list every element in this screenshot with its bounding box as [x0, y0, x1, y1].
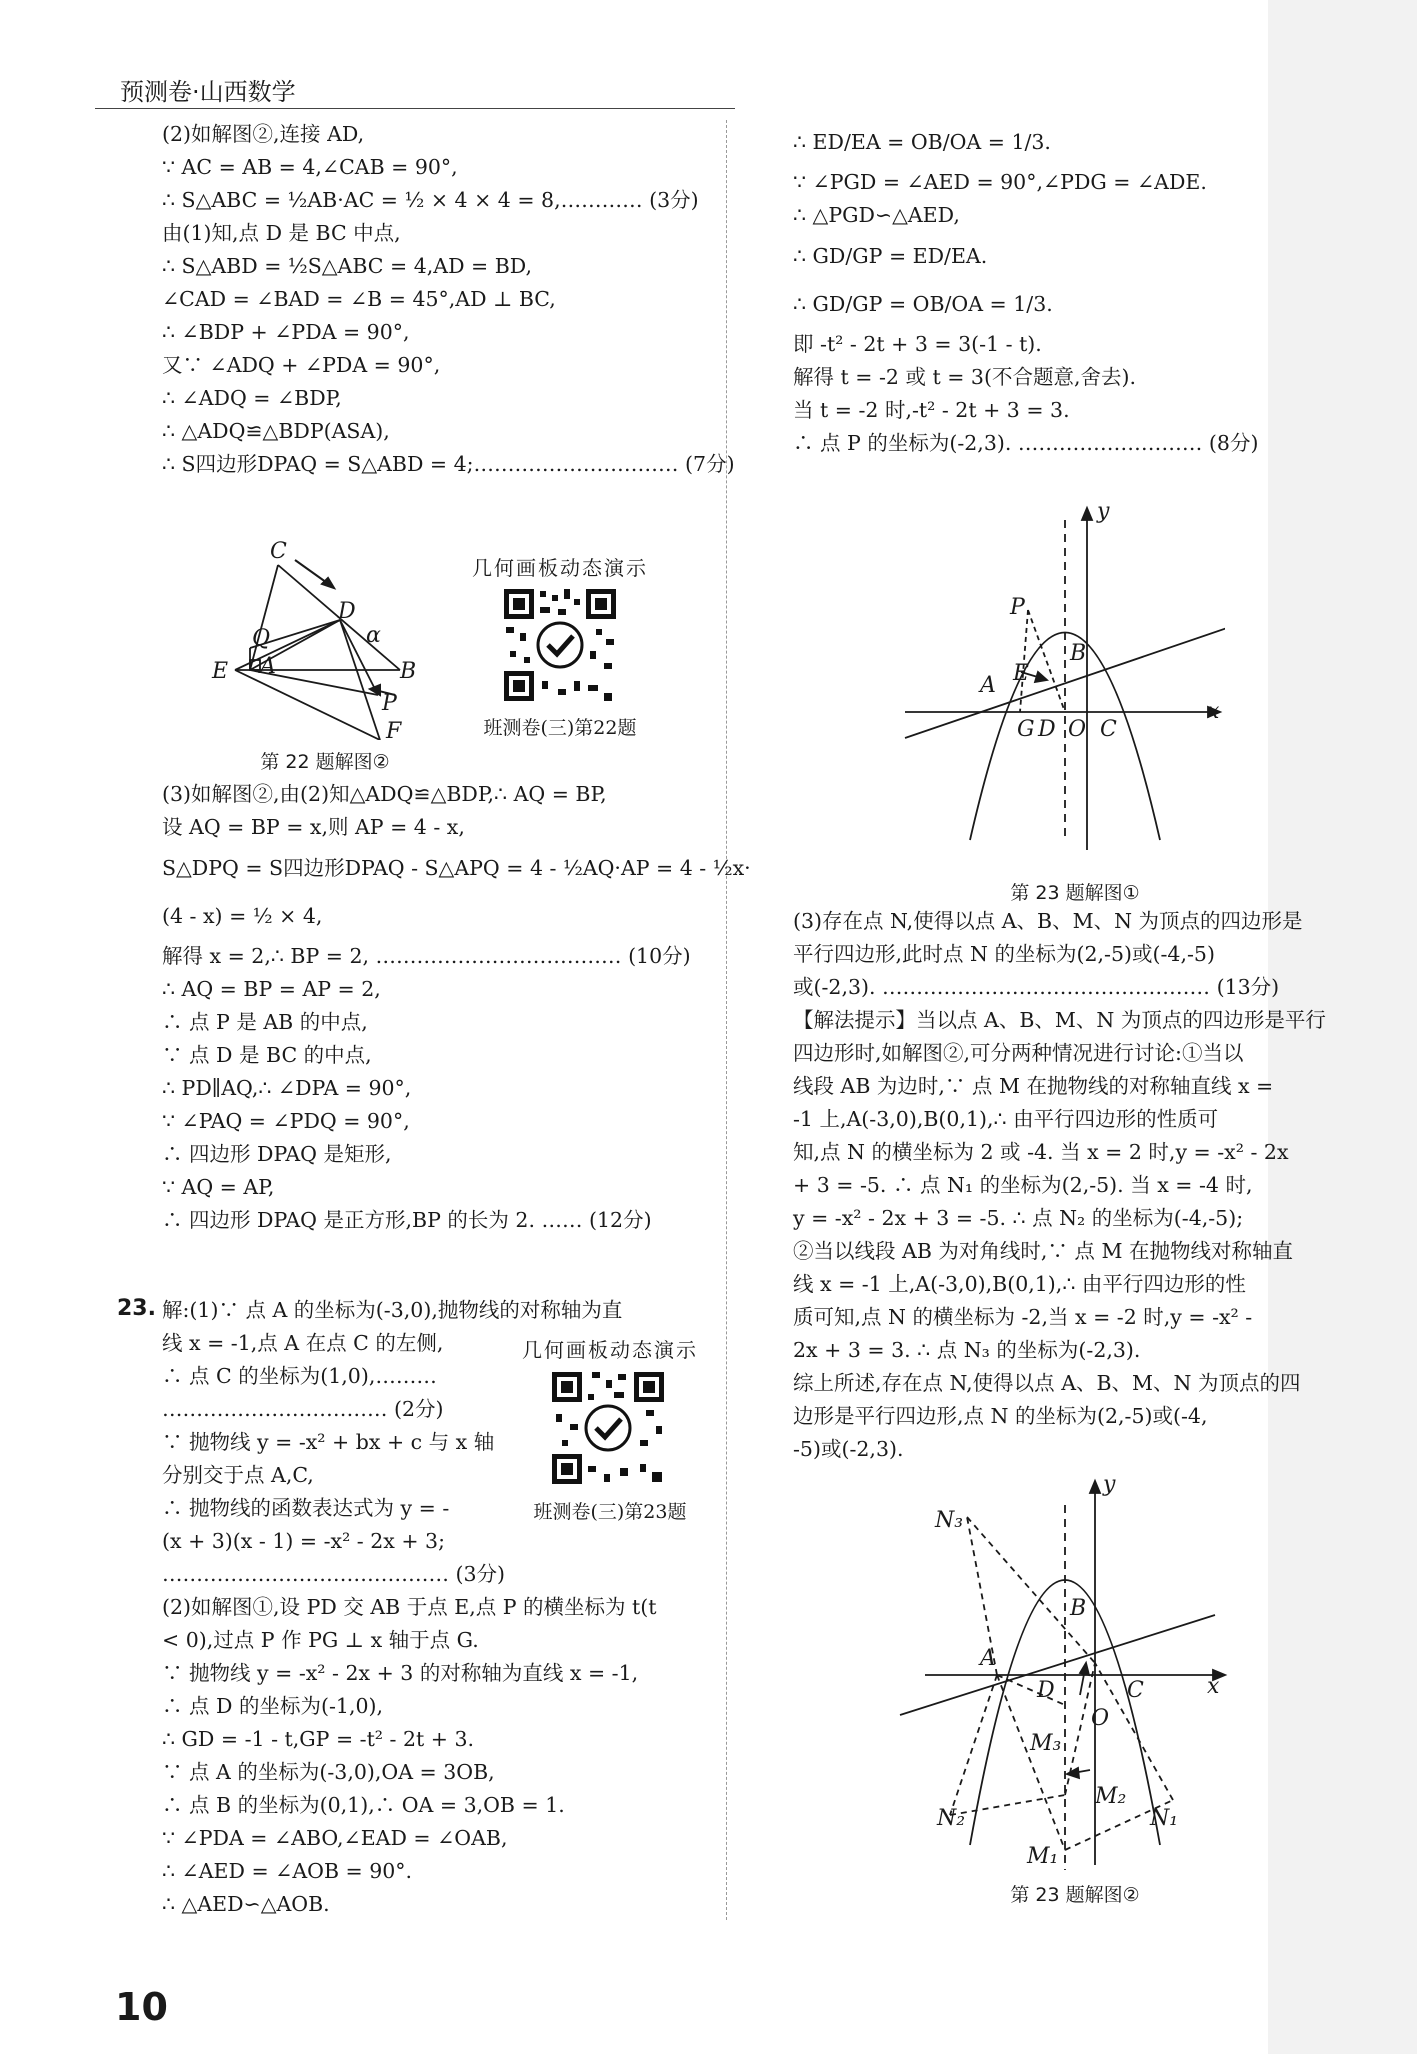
figure-23-1-caption: 第 23 题解图① — [1010, 882, 1140, 904]
text-line: ∴ S△ABD = ½S△ABC = 4,AD = BD, — [162, 254, 533, 278]
text-line: 质可知,点 N 的横坐标为 -2,当 x = -2 时,y = -x² - — [793, 1305, 1253, 1329]
text-line: < 0),过点 P 作 PG ⊥ x 轴于点 G. — [162, 1628, 479, 1652]
label-N2: N₂ — [937, 1806, 966, 1831]
figure-22-caption: 第 22 题解图② — [260, 751, 390, 773]
label-A: A — [260, 654, 276, 679]
text-line: -1 上,A(-3,0),B(0,1),∴ 由平行四边形的性质可 — [793, 1107, 1219, 1131]
column-divider — [726, 120, 727, 1920]
label-E: E — [212, 659, 229, 684]
label-P: P — [382, 691, 397, 716]
text-line: ∴ ED/EA = OB/OA = 1/3. — [793, 130, 1051, 154]
label-y: y — [1103, 1475, 1116, 1497]
text-line: (3)如解图②,由(2)知△ADQ≌△BDP,∴ AQ = BP, — [162, 782, 607, 806]
text-line: ∵ 点 A 的坐标为(-3,0),OA = 3OB, — [162, 1760, 495, 1784]
text-line: S△DPQ = S四边形DPAQ - S△APQ = 4 - ½AQ·AP = 4 - ½x· — [162, 856, 751, 880]
text-line: ∵ AQ = AP, — [162, 1175, 275, 1199]
label-C: C — [1100, 717, 1117, 742]
text-line: (3)存在点 N,使得以点 A、B、M、N 为顶点的四边形是 — [793, 909, 1303, 933]
label-F: F — [386, 719, 402, 740]
label-O: O — [1091, 1706, 1110, 1731]
text-line: ∴ 四边形 DPAQ 是矩形, — [162, 1142, 392, 1166]
text-line: 解得 t = -2 或 t = 3(不合题意,舍去). — [793, 365, 1136, 389]
text-line: 分别交于点 A,C, — [162, 1463, 314, 1487]
label-x: x — [1207, 1674, 1220, 1699]
text-line: ∴ ∠AED = ∠AOB = 90°. — [162, 1859, 413, 1883]
text-line: …………………………………… (3分) — [162, 1562, 506, 1586]
text-line: 设 AQ = BP = x,则 AP = 4 - x, — [162, 815, 465, 839]
text-line: ∴ S四边形DPAQ = S△ABD = 4;………………………… (7分) — [162, 452, 735, 476]
text-line: 由(1)知,点 D 是 BC 中点, — [162, 221, 401, 245]
left-column-mid — [162, 778, 751, 1237]
text-line: ∴ 点 P 的坐标为(-2,3). ……………………… (8分) — [793, 431, 1259, 455]
text-line: ∴ GD/GP = OB/OA = 1/3. — [793, 292, 1053, 316]
text-line: 四边形时,如解图②,可分两种情况进行讨论:①当以 — [793, 1041, 1244, 1065]
label-N1: N₁ — [1150, 1806, 1179, 1831]
label-M1: M₁ — [1027, 1844, 1059, 1869]
figure-23-1-diagram — [895, 500, 1225, 860]
text-line: ∴ AQ = BP = AP = 2, — [162, 977, 381, 1001]
text-line: 【解法提示】当以点 A、B、M、N 为顶点的四边形是平行 — [793, 1008, 1326, 1032]
text-line: ∵ 抛物线 y = -x² - 2x + 3 的对称轴为直线 x = -1, — [162, 1661, 639, 1685]
text-line: (4 - x) = ½ × 4, — [162, 904, 323, 928]
text-line: ∵ ∠PAQ = ∠PDQ = 90°, — [162, 1109, 410, 1133]
text-line: 解:(1)∵ 点 A 的坐标为(-3,0),抛物线的对称轴为直 — [162, 1298, 623, 1322]
qr-code-22 — [500, 585, 620, 705]
text-line: y = -x² - 2x + 3 = -5. ∴ 点 N₂ 的坐标为(-4,-5); — [793, 1206, 1244, 1230]
label-B: B — [400, 659, 417, 684]
label-Q: Q — [252, 626, 271, 651]
text-line: ∵ 点 D 是 BC 的中点, — [162, 1043, 372, 1067]
figure-23-2-caption: 第 23 题解图② — [1010, 1884, 1140, 1906]
text-line: 解得 x = 2,∴ BP = 2, ……………………………… (10分) — [162, 944, 691, 968]
label-A: A — [980, 673, 996, 698]
label-N3: N₃ — [935, 1508, 964, 1533]
text-line: …………………………… (2分) — [162, 1397, 444, 1421]
label-P: P — [1010, 595, 1025, 620]
text-line: 或(-2,3). ………………………………………… (13分) — [793, 975, 1280, 999]
label-B: B — [1070, 641, 1087, 666]
text-line: (2)如解图②,连接 AD, — [162, 122, 365, 146]
label-alpha: α — [366, 623, 381, 648]
text-line: ∴ GD = -1 - t,GP = -t² - 2t + 3. — [162, 1727, 475, 1751]
text-line: ∴ 点 P 是 AB 的中点, — [162, 1010, 368, 1034]
text-line: 综上所述,存在点 N,使得以点 A、B、M、N 为顶点的四 — [793, 1371, 1301, 1395]
left-column-top — [162, 118, 735, 481]
text-line: ∴ PD∥AQ,∴ ∠DPA = 90°, — [162, 1076, 412, 1100]
text-line: ∴ △AED∽△AOB. — [162, 1892, 330, 1916]
label-y: y — [1097, 500, 1110, 524]
text-line: ∴ 抛物线的函数表达式为 y = - — [162, 1496, 450, 1520]
text-line: (x + 3)(x - 1) = -x² - 2x + 3; — [162, 1529, 446, 1553]
label-M3: M₃ — [1030, 1731, 1062, 1756]
text-line: ∴ GD/GP = ED/EA. — [793, 244, 988, 268]
text-line: 2x + 3 = 3. ∴ 点 N₃ 的坐标为(-2,3). — [793, 1338, 1141, 1362]
text-line: ∴ ∠ADQ = ∠BDP, — [162, 386, 342, 410]
text-line: 线 x = -1,点 A 在点 C 的左侧, — [162, 1331, 444, 1355]
text-line: ∴ 点 D 的坐标为(-1,0), — [162, 1694, 384, 1718]
qr-23-title: 几何画板动态演示 — [522, 1338, 698, 1362]
qr-22-title: 几何画板动态演示 — [472, 556, 648, 580]
qr-22-caption: 班测卷(三)第22题 — [483, 717, 637, 739]
label-B: B — [1070, 1596, 1087, 1621]
text-line: ②当以线段 AB 为对角线时,∵ 点 M 在抛物线对称轴直 — [793, 1239, 1293, 1263]
text-line: ∵ AC = AB = 4,∠CAB = 90°, — [162, 155, 458, 179]
text-line: 当 t = -2 时,-t² - 2t + 3 = 3. — [793, 398, 1070, 422]
right-column-mid — [793, 905, 1338, 1466]
text-line: 平行四边形,此时点 N 的坐标为(2,-5)或(-4,-5) — [793, 942, 1215, 966]
text-line: ∵ 抛物线 y = -x² + bx + c 与 x 轴 — [162, 1430, 495, 1454]
label-M2: M₂ — [1095, 1784, 1127, 1809]
label-x: x — [1207, 699, 1220, 724]
text-line: 边形是平行四边形,点 N 的坐标为(2,-5)或(-4, — [793, 1404, 1208, 1428]
text-line: ∴ 四边形 DPAQ 是正方形,BP 的长为 2. …… (12分) — [162, 1208, 652, 1232]
figure-22-diagram — [200, 540, 440, 740]
header-rule — [95, 108, 735, 109]
text-line: + 3 = -5. ∴ 点 N₁ 的坐标为(2,-5). 当 x = -4 时, — [793, 1173, 1253, 1197]
page-header: 预测卷·山西数学 — [120, 78, 296, 106]
text-line: ∴ △ADQ≌△BDP(ASA), — [162, 419, 390, 443]
text-line: ∴ 点 C 的坐标为(1,0),……… — [162, 1364, 437, 1388]
label-D: D — [1038, 717, 1056, 742]
text-line: ∵ ∠PDA = ∠ABO,∠EAD = ∠OAB, — [162, 1826, 508, 1850]
label-C: C — [270, 540, 287, 564]
text-line: ∴ ∠BDP + ∠PDA = 90°, — [162, 320, 410, 344]
qr-23-caption: 班测卷(三)第23题 — [533, 1501, 687, 1523]
text-line: 线 x = -1 上,A(-3,0),B(0,1),∴ 由平行四边形的性 — [793, 1272, 1246, 1296]
question-23-number: 23. — [117, 1296, 156, 1321]
label-G: G — [1017, 717, 1035, 742]
text-line: 线段 AB 为边时,∵ 点 M 在抛物线的对称轴直线 x = — [793, 1074, 1274, 1098]
text-line: 又∵ ∠ADQ + ∠PDA = 90°, — [162, 353, 441, 377]
text-line: ∠CAD = ∠BAD = ∠B = 45°,AD ⊥ BC, — [162, 287, 556, 311]
label-E: E — [1013, 661, 1030, 686]
text-line: -5)或(-2,3). — [793, 1437, 904, 1461]
text-line: (2)如解图①,设 PD 交 AB 于点 E,点 P 的横坐标为 t(t — [162, 1595, 657, 1619]
label-A: A — [980, 1646, 996, 1671]
label-O: O — [1068, 717, 1087, 742]
text-line: 知,点 N 的横坐标为 2 或 -4. 当 x = 2 时,y = -x² - 2x — [793, 1140, 1289, 1164]
figure-23-2-diagram — [895, 1475, 1235, 1875]
label-D: D — [1037, 1678, 1055, 1703]
text-line: ∴ S△ABC = ½AB·AC = ½ × 4 × 4 = 8,………… (3分) — [162, 188, 699, 212]
qr-code-23 — [548, 1368, 668, 1488]
text-line: ∴ 点 B 的坐标为(0,1),∴ OA = 3,OB = 1. — [162, 1793, 565, 1817]
page-number: 10 — [115, 1985, 168, 2029]
right-column-top — [793, 118, 1338, 460]
text-line: ∵ ∠PGD = ∠AED = 90°,∠PDG = ∠ADE. — [793, 170, 1207, 194]
text-line: ∴ △PGD∽△AED, — [793, 203, 960, 227]
label-C: C — [1127, 1678, 1144, 1703]
label-D: D — [338, 599, 356, 624]
text-line: 即 -t² - 2t + 3 = 3(-1 - t). — [793, 332, 1042, 356]
